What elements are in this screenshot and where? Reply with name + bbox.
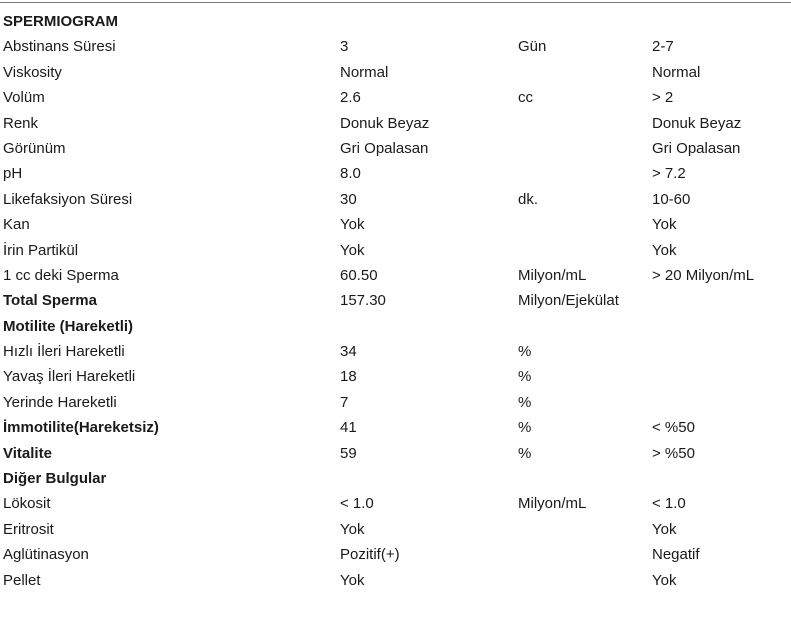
row-unit: Milyon/Ejekülat bbox=[518, 292, 619, 310]
row-label: Diğer Bulgular bbox=[3, 470, 107, 488]
table-row bbox=[3, 390, 788, 415]
row-unit: dk. bbox=[518, 190, 539, 208]
row-value: Yok bbox=[340, 241, 365, 259]
row-reference: 2-7 bbox=[652, 38, 674, 56]
row-unit: % bbox=[518, 444, 532, 462]
row-value: Normal bbox=[340, 63, 389, 81]
row-value: 157.30 bbox=[340, 292, 386, 310]
table-row bbox=[3, 568, 788, 593]
row-unit: % bbox=[518, 419, 532, 437]
row-value: Donuk Beyaz bbox=[340, 114, 430, 132]
row-unit: Gün bbox=[518, 38, 547, 56]
row-reference: > %50 bbox=[652, 444, 695, 462]
table-row bbox=[3, 491, 788, 516]
table-row bbox=[3, 364, 788, 389]
row-label: Yerinde Hareketli bbox=[3, 393, 117, 411]
row-value: Yok bbox=[340, 216, 365, 234]
table-row bbox=[3, 339, 788, 364]
row-value: Yok bbox=[340, 571, 365, 589]
table-row bbox=[3, 542, 788, 567]
row-value: 30 bbox=[340, 190, 357, 208]
row-value: 3 bbox=[340, 38, 349, 56]
row-reference: Normal bbox=[652, 63, 701, 81]
row-label: Eritrosit bbox=[3, 520, 54, 538]
row-label: İmmotilite(Hareketsiz) bbox=[3, 419, 159, 437]
table-row bbox=[3, 212, 788, 237]
row-label: Viskosity bbox=[3, 63, 62, 81]
table-row bbox=[3, 441, 788, 466]
row-reference: Negatif bbox=[652, 546, 700, 564]
row-value: 41 bbox=[340, 419, 357, 437]
row-unit: % bbox=[518, 343, 532, 361]
row-unit: cc bbox=[518, 89, 533, 107]
row-label: Volüm bbox=[3, 89, 45, 107]
row-label: Vitalite bbox=[3, 444, 52, 462]
row-reference: > 2 bbox=[652, 89, 674, 107]
row-reference: < 1.0 bbox=[652, 495, 686, 513]
row-label: İrin Partikül bbox=[3, 241, 79, 259]
table-row bbox=[3, 34, 788, 59]
row-reference: > 7.2 bbox=[652, 165, 686, 183]
table-row bbox=[3, 85, 788, 110]
row-label: Hızlı İleri Hareketli bbox=[3, 343, 125, 361]
table-row bbox=[3, 415, 788, 440]
report-title: SPERMIOGRAM bbox=[3, 13, 119, 30]
row-value: Yok bbox=[340, 520, 365, 538]
row-label: pH bbox=[3, 165, 23, 183]
row-value: 34 bbox=[340, 343, 357, 361]
row-unit: Milyon/mL bbox=[518, 266, 587, 284]
row-label: Kan bbox=[3, 216, 30, 234]
row-unit: Milyon/mL bbox=[518, 495, 587, 513]
row-label: Motilite (Hareketli) bbox=[3, 317, 134, 335]
row-label: 1 cc deki Sperma bbox=[3, 266, 119, 284]
row-value: < 1.0 bbox=[340, 495, 374, 513]
row-reference: Yok bbox=[652, 571, 677, 589]
table-row bbox=[3, 314, 788, 339]
row-value: 2.6 bbox=[340, 89, 361, 107]
table-row bbox=[3, 288, 788, 313]
table-row bbox=[3, 187, 788, 212]
row-value: 59 bbox=[340, 444, 357, 462]
row-value: Pozitif(+) bbox=[340, 546, 400, 564]
table-row bbox=[3, 466, 788, 491]
spermiogram-report bbox=[3, 9, 788, 593]
row-reference: > 20 Milyon/mL bbox=[652, 266, 755, 284]
row-value: 18 bbox=[340, 368, 357, 386]
table-row bbox=[3, 111, 788, 136]
table-row bbox=[3, 136, 788, 161]
row-unit: % bbox=[518, 393, 532, 411]
row-reference: Yok bbox=[652, 241, 677, 259]
table-row bbox=[3, 60, 788, 85]
table-row bbox=[3, 263, 788, 288]
row-reference: 10-60 bbox=[652, 190, 691, 208]
result-table bbox=[3, 34, 788, 593]
row-label: Görünüm bbox=[3, 139, 66, 157]
row-value: 60.50 bbox=[340, 266, 378, 284]
row-label: Aglütinasyon bbox=[3, 546, 89, 564]
row-unit: % bbox=[518, 368, 532, 386]
table-row bbox=[3, 161, 788, 186]
row-label: Abstinans Süresi bbox=[3, 38, 116, 56]
row-label: Likefaksiyon Süresi bbox=[3, 190, 133, 208]
row-label: Renk bbox=[3, 114, 39, 132]
table-row bbox=[3, 238, 788, 263]
row-label: Yavaş İleri Hareketli bbox=[3, 368, 136, 386]
row-value: 8.0 bbox=[340, 165, 361, 183]
table-row bbox=[3, 517, 788, 542]
row-reference: Gri Opalasan bbox=[652, 139, 741, 157]
row-value: Gri Opalasan bbox=[340, 139, 429, 157]
row-reference: Donuk Beyaz bbox=[652, 114, 742, 132]
row-label: Lökosit bbox=[3, 495, 51, 513]
row-reference: Yok bbox=[652, 520, 677, 538]
report-title-row bbox=[3, 9, 788, 34]
top-divider bbox=[0, 2, 791, 3]
row-label: Total Sperma bbox=[3, 292, 97, 310]
row-reference: Yok bbox=[652, 216, 677, 234]
row-value: 7 bbox=[340, 393, 349, 411]
row-label: Pellet bbox=[3, 571, 41, 589]
row-reference: < %50 bbox=[652, 419, 695, 437]
